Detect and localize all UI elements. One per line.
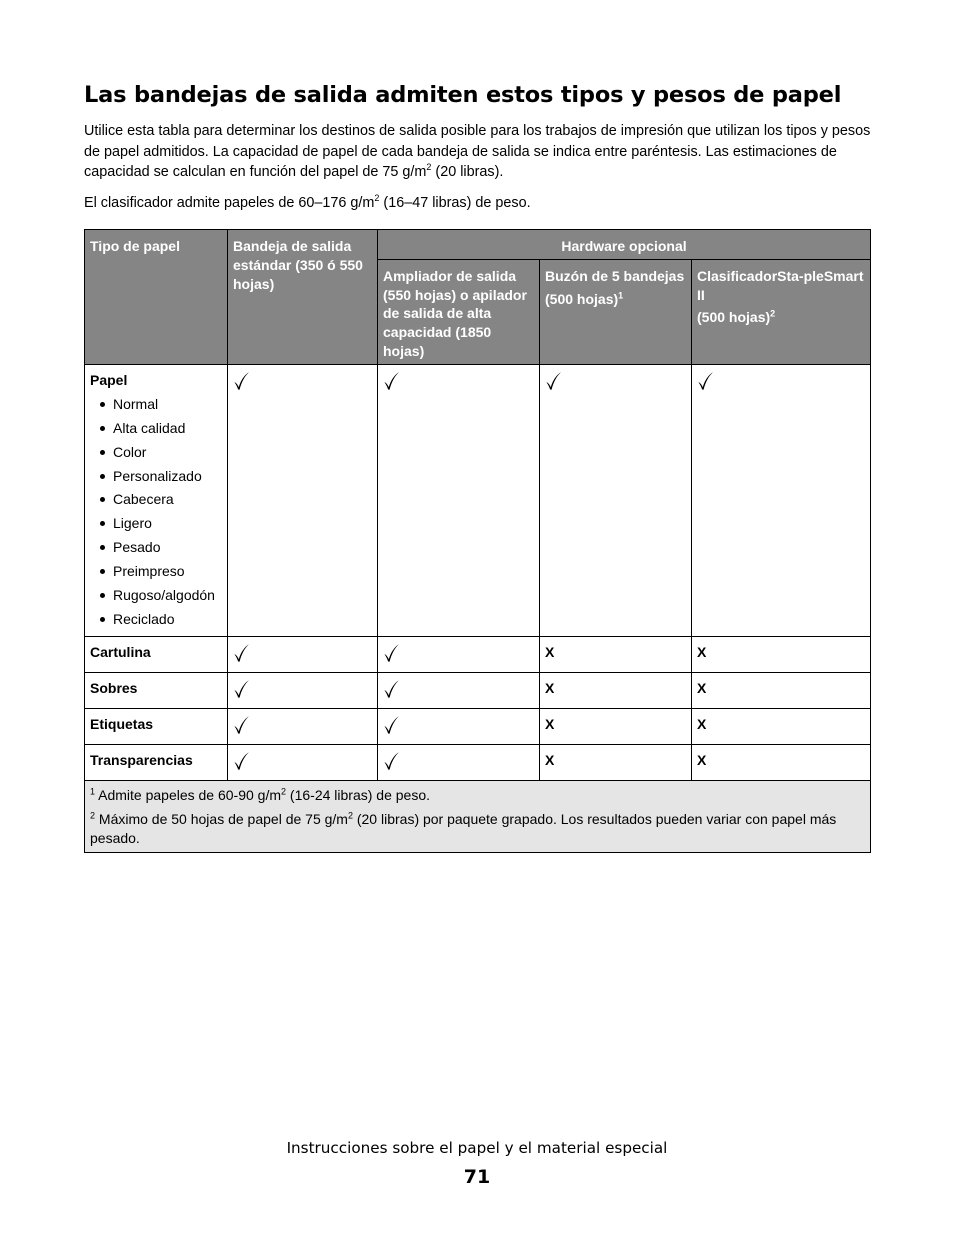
cell-stapler: X: [692, 672, 871, 708]
list-item: Normal: [90, 393, 222, 417]
cell-expander: [378, 708, 540, 744]
footnotes-cell: [85, 780, 871, 852]
list-item: Color: [90, 441, 222, 465]
cell-standard: [228, 672, 378, 708]
header-expander: Ampliador de salida (550 hojas) o apilador de salida de alta capacidad (1850 hojas): [378, 259, 540, 364]
cell-expander: [378, 672, 540, 708]
footnote-1: $^1$ Admite papeles de 60-90 $g/m^2$ (16-24 libras) de peso.: [90, 786, 431, 803]
intro-paragraph: Utilice esta tabla para determinar los destinos de salida posible para los trabajos de impresión que utilizan los tipos y pesos de papel admitidos. La capacidad de papel de cada bandeja de salida se indica entre paréntesis. Las estimaciones de capacidad se calculan en función del papel de 75 $g/m^2$ (20 libras).: [84, 123, 871, 180]
table-row: [85, 672, 871, 708]
header-mailbox-label: Buzón de 5 bandejas: [545, 267, 685, 284]
row-label: Papel: [90, 371, 128, 388]
checkmark-icon: [383, 751, 401, 771]
page-title: Las bandejas de salida admiten estos tipos y pesos de papel: [84, 82, 842, 108]
checkmark-icon: [383, 679, 401, 699]
bullet-icon: [100, 521, 105, 526]
header-paper-type: Tipo de papel: [85, 230, 228, 365]
header-stapler-capacity: (500 hojas)$^2$: [697, 308, 776, 326]
list-item: Cabecera: [90, 488, 222, 512]
cell-mailbox: X: [540, 744, 692, 780]
bullet-icon: [100, 426, 105, 431]
checkmark-icon: [697, 371, 715, 391]
cell-mailbox: X: [540, 636, 692, 672]
paper-subtype-list: [90, 393, 222, 632]
list-item: Preimpreso: [90, 560, 222, 584]
header-stapler: [692, 259, 871, 364]
header-mailbox: [540, 259, 692, 364]
checkmark-icon: [383, 371, 401, 391]
cell-standard: [228, 744, 378, 780]
footnote-2: $^2$ Máximo de 50 hojas de papel de 75 $g/m^2$ (20 libras) por paquete grapado. Los resultados pueden variar con papel más pesado.: [90, 810, 837, 846]
cell-expander: [378, 636, 540, 672]
paper-cell: [85, 364, 228, 636]
bullet-icon: [100, 402, 105, 407]
list-item: Rugoso/algodón: [90, 584, 222, 608]
table-row: [85, 744, 871, 780]
output-tray-table: [84, 229, 871, 853]
checkmark-icon: [233, 715, 251, 735]
cell-stapler: [692, 364, 871, 636]
header-mailbox-capacity: (500 hojas)$^1$: [545, 289, 624, 307]
bullet-icon: [100, 450, 105, 455]
header-stapler-label: ClasificadorSta-pleSmart II: [697, 267, 864, 303]
list-item: Personalizado: [90, 465, 222, 489]
cell-mailbox: [540, 364, 692, 636]
header-optional-hardware: Hardware opcional: [378, 230, 871, 260]
cell-expander: [378, 744, 540, 780]
sorter-weight-note: El clasificador admite papeles de 60–176 $g/m^2$ (16–47 libras) de peso.: [84, 193, 531, 211]
cell-stapler: X: [692, 636, 871, 672]
list-item: Ligero: [90, 512, 222, 536]
cell-mailbox: X: [540, 672, 692, 708]
checkmark-icon: [233, 751, 251, 771]
row-label: Cartulina: [85, 636, 228, 672]
bullet-icon: [100, 545, 105, 550]
cell-expander: [378, 364, 540, 636]
checkmark-icon: [545, 371, 563, 391]
bullet-icon: [100, 593, 105, 598]
bullet-icon: [100, 617, 105, 622]
bullet-icon: [100, 474, 105, 479]
page-number: 71: [463, 1166, 491, 1188]
header-standard-bin: Bandeja de salida estándar (350 ó 550 hojas): [228, 230, 378, 365]
cell-stapler: X: [692, 744, 871, 780]
row-label: Sobres: [85, 672, 228, 708]
cell-standard: [228, 364, 378, 636]
row-label: Transparencias: [85, 744, 228, 780]
row-label: Etiquetas: [85, 708, 228, 744]
bullet-icon: [100, 497, 105, 502]
table-row: [85, 708, 871, 744]
bullet-icon: [100, 569, 105, 574]
checkmark-icon: [383, 643, 401, 663]
footer-title: Instrucciones sobre el papel y el material especial: [286, 1139, 668, 1157]
checkmark-icon: [233, 679, 251, 699]
checkmark-icon: [233, 643, 251, 663]
list-item: Pesado: [90, 536, 222, 560]
cell-standard: [228, 636, 378, 672]
list-item: Alta calidad: [90, 417, 222, 441]
list-item: Reciclado: [90, 608, 222, 632]
checkmark-icon: [383, 715, 401, 735]
table-row-paper: [85, 364, 871, 636]
cell-mailbox: X: [540, 708, 692, 744]
table-row: [85, 636, 871, 672]
footnotes-row: [85, 780, 871, 852]
checkmark-icon: [233, 371, 251, 391]
cell-standard: [228, 708, 378, 744]
cell-stapler: X: [692, 708, 871, 744]
